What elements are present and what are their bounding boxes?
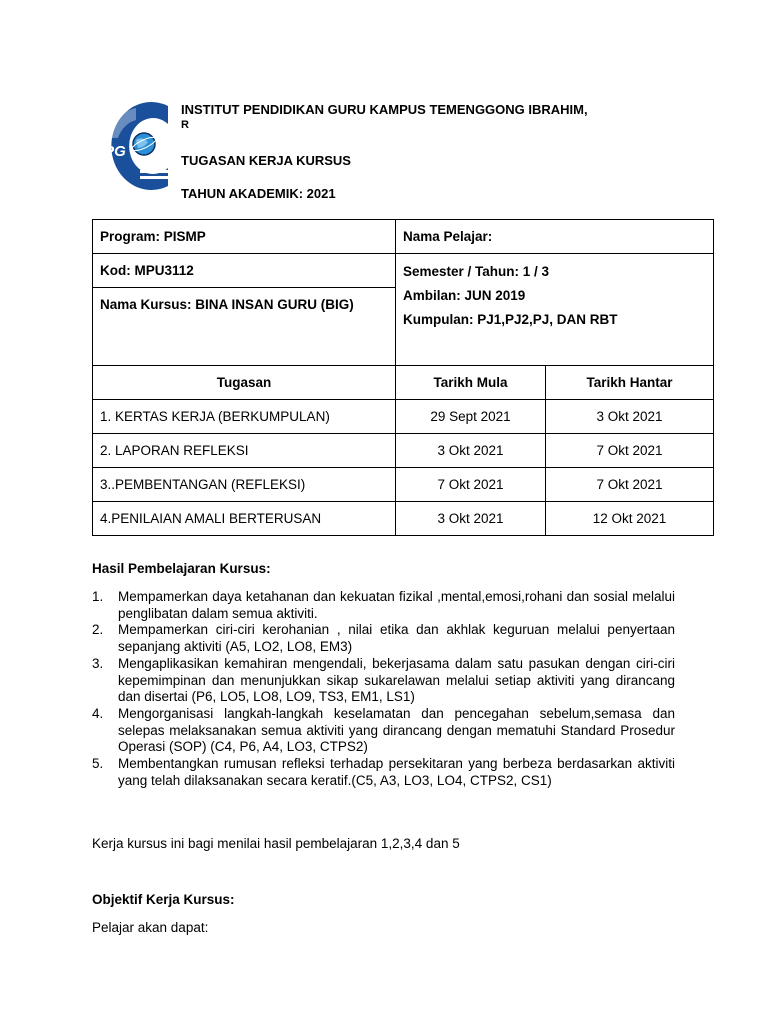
column-header-start-date: Tarikh Mula: [396, 366, 546, 400]
task-due-date: 7 Okt 2021: [546, 434, 714, 468]
list-item: 2. Mempamerkan ciri-ciri kerohanian , nilai etika dan akhlak keguruan melalui penyertaan sepanjang aktiviti (A5, LO2, LO8, EM3): [92, 622, 675, 655]
column-header-task: Tugasan: [93, 366, 396, 400]
list-item: 4. Mengorganisasi langkah-langkah keselamatan dan pencegahan sebelum,semasa dan selepas melaksanakan semua aktiviti yang dirancang dengan mematuhi Standard Prosedur Operasi (SOP) (C4, P6, A4, LO3, CTPS2): [92, 705, 675, 755]
objectives-heading: Objektif Kerja Kursus:: [92, 892, 235, 907]
academic-year: TAHUN AKADEMIK: 2021: [181, 186, 336, 201]
list-item: 5. Membentangkan rumusan refleksi terhadap persekitaran yang berbeza berdasarkan aktiviti yang telah dilaksanakan secara keratif.(C5, A3, LO3, LO4, CTPS2, CS1): [92, 756, 675, 788]
course-info-table: [92, 219, 714, 366]
table-row: [93, 468, 714, 502]
task-due-date: 7 Okt 2021: [546, 468, 714, 502]
course-name-field: Nama Kursus: BINA INSAN GURU (BIG): [100, 297, 354, 312]
outcomes-heading: Hasil Pembelajaran Kursus:: [92, 561, 271, 576]
institute-name: INSTITUT PENDIDIKAN GURU KAMPUS TEMENGGONG IBRAHIM,: [181, 102, 588, 117]
institute-name-continued: R: [181, 119, 189, 131]
student-name-field: Nama Pelajar:: [403, 229, 493, 244]
semester-field: Semester / Tahun: 1 / 3: [403, 264, 550, 279]
outcomes-list: [92, 589, 675, 789]
group-field: Kumpulan: PJ1,PJ2,PJ, DAN RBT: [403, 312, 618, 327]
task-start-date: 3 Okt 2021: [396, 434, 546, 468]
task-start-date: 7 Okt 2021: [396, 468, 546, 502]
task-name: 1. KERTAS KERJA (BERKUMPULAN): [93, 400, 396, 434]
task-name: 2. LAPORAN REFLEKSI: [93, 434, 396, 468]
assessment-note: Kerja kursus ini bagi menilai hasil pembelajaran 1,2,3,4 dan 5: [92, 836, 460, 851]
list-item: 1. Mempamerkan daya ketahanan dan kekuatan fizikal ,mental,emosi,rohani dan sosial melalui penglibatan dalam semua aktiviti.: [92, 589, 675, 621]
svg-text:IPG: IPG: [100, 143, 126, 160]
task-due-date: 12 Okt 2021: [546, 502, 714, 536]
table-row: [93, 502, 714, 536]
task-start-date: 29 Sept 2021: [396, 400, 546, 434]
task-name: 4.PENILAIAN AMALI BERTERUSAN: [93, 502, 396, 536]
ipg-logo-icon: [92, 98, 176, 194]
course-code-field: Kod: MPU3112: [100, 263, 194, 278]
task-due-date: 3 Okt 2021: [546, 400, 714, 434]
column-header-due-date: Tarikh Hantar: [546, 366, 714, 400]
program-field: Program: PISMP: [100, 229, 206, 244]
task-start-date: 3 Okt 2021: [396, 502, 546, 536]
list-item: 3. Mengaplikasikan kemahiran mengendali, bekerjasama dalam satu pasukan dengan ciri-ciri kepemimpinan dan menunjukkan sikap sukarelawan melalui setiap aktiviti yang dirancang dan disertai (P6, LO5, LO8, LO9, TS3, EM1, LS1): [92, 655, 675, 705]
intake-field: Ambilan: JUN 2019: [403, 288, 526, 303]
table-row: [93, 400, 714, 434]
table-row: [93, 434, 714, 468]
assignment-title: TUGASAN KERJA KURSUS: [181, 153, 351, 168]
objectives-intro: Pelajar akan dapat:: [92, 920, 209, 935]
task-name: 3..PEMBENTANGAN (REFLEKSI): [93, 468, 396, 502]
task-schedule-table: [92, 365, 714, 536]
